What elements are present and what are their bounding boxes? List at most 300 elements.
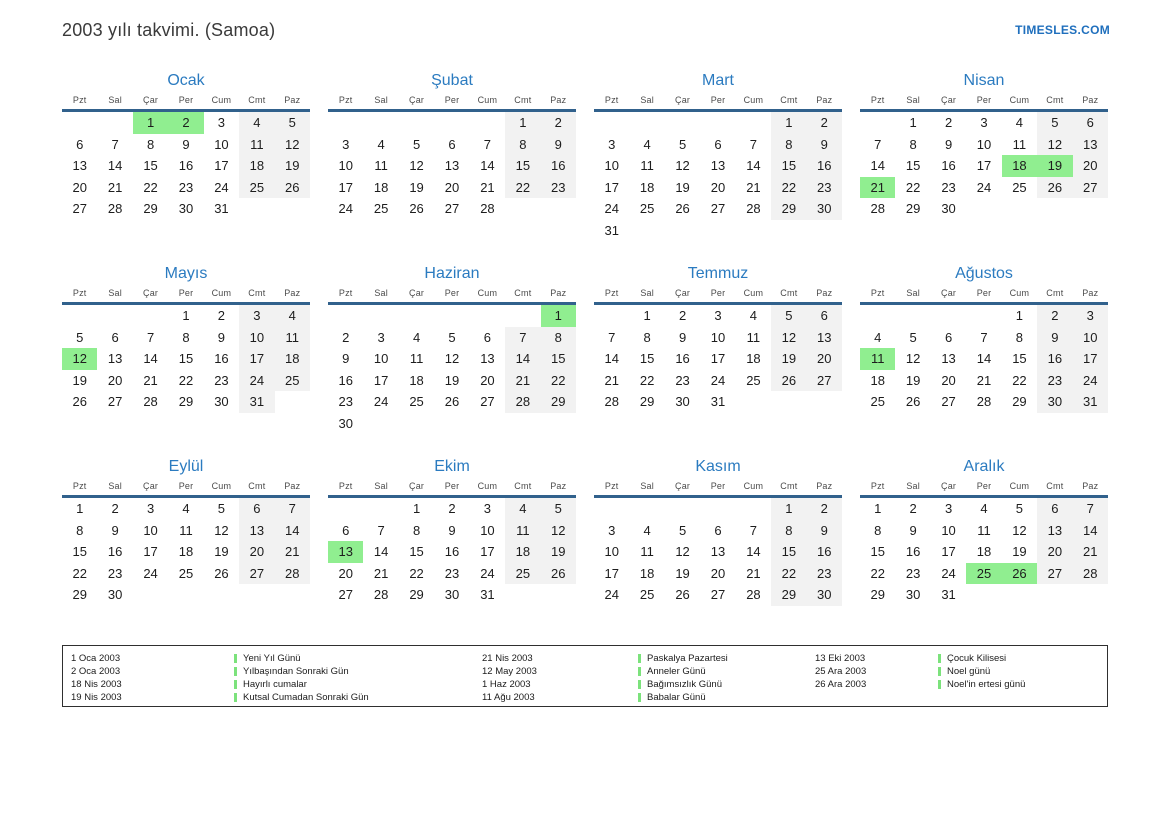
month-block-12 [860,457,1108,629]
day-cell: 19 [444,372,460,388]
day-cell: 30 [444,587,460,602]
day-cell-empty [62,305,97,327]
day-cell: 12 [541,520,576,542]
weekday-header: Çar [409,95,425,105]
day-cell: 4 [377,136,385,152]
day-cell: 1 [909,115,917,130]
day-cell: 20 [710,179,726,195]
weekday-header: Pzt [338,95,353,105]
legend-entry [234,652,482,665]
day-cell: 3 [944,501,953,516]
day-cell-empty [736,498,771,520]
weekday-header: Cum [211,288,232,298]
day-cell: 28 [143,394,158,409]
day-cell: 9 [541,134,576,156]
weekday-header: Paz [284,481,301,491]
day-cell: 12 [675,544,690,559]
legend-date: 26 Ara 2003 [815,679,867,690]
day-cell: 26 [905,394,921,409]
day-cell: 24 [604,201,619,216]
weekday-header: Cum [211,481,232,491]
weekday-header: Çar [409,481,425,491]
month-title: Ocak [167,72,205,89]
day-cell: 11 [640,158,654,173]
day-cell: 19 [214,544,229,559]
month-block-7 [594,264,842,436]
legend-label: Noel'in ertesi günü [947,679,1026,690]
weekday-header: Paz [550,95,567,105]
day-cell: 16 [214,351,229,366]
weekday-header-row [594,481,842,498]
day-cell-empty [1002,198,1037,220]
day-cell: 6 [807,305,842,327]
weekday-header: Per [178,95,194,105]
day-cell: 17 [941,544,956,559]
month-days [328,305,576,434]
day-cell: 28 [480,201,495,216]
weekday-header: Paz [1082,288,1099,298]
legend-entry [938,665,1107,678]
day-cell: 25 [639,587,655,602]
day-cell: 6 [483,329,492,345]
weekday-header-row [860,95,1108,112]
day-cell: 7 [980,329,988,345]
day-cell: 28 [1073,563,1108,585]
day-cell: 15 [505,155,540,177]
day-cell-empty [239,584,274,606]
day-cell-empty [363,305,398,327]
day-cell: 25 [639,201,655,216]
day-cell: 24 [239,370,274,392]
legend-label: Paskalya Pazartesi [647,653,728,664]
day-cell: 7 [275,498,310,520]
legend-date: 11 Ağu 2003 [482,692,535,703]
day-cell: 19 [541,541,576,563]
day-cell: 19 [675,179,690,195]
day-cell: 13 [72,158,87,173]
weekday-header: Cmt [514,481,532,491]
weekday-header: Sal [640,288,654,298]
day-cell: 15 [143,158,158,173]
holiday-marker-icon [638,680,641,689]
legend-entry [938,652,1107,665]
day-cell: 14 [143,351,158,366]
day-cell: 6 [111,329,119,345]
day-cell: 9 [807,134,842,156]
day-cell: 18 [178,544,194,559]
day-cell: 16 [807,541,842,563]
day-cell-empty [168,584,203,606]
weekday-header-row [62,288,310,305]
day-cell: 26 [72,394,87,409]
day-cell: 26 [275,177,310,199]
day-cell: 18 [275,348,310,370]
month-title: Kasım [695,458,741,475]
weekday-header: Pzt [338,288,353,298]
day-cell-empty [594,112,629,134]
day-cell: 2 [909,501,917,516]
day-cell: 22 [143,179,158,195]
weekday-header: Çar [675,481,691,491]
day-cell: 10 [373,351,389,366]
day-cell: 14 [1073,520,1108,542]
day-cell: 4 [275,305,310,327]
day-cell: 11 [977,522,991,538]
day-cell: 19 [409,179,424,195]
month-block-11 [594,457,842,629]
day-cell-empty [275,198,310,220]
month-days [328,112,576,220]
day-cell: 14 [746,158,761,173]
day-cell: 2 [168,112,203,134]
legend-date: 2 Oca 2003 [71,666,121,677]
day-cell: 17 [239,348,274,370]
day-cell: 4 [643,522,651,538]
weekday-header: Pzt [604,288,619,298]
weekday-header: Cum [743,481,764,491]
weekday-header: Pzt [604,95,619,105]
brand-link[interactable]: TIMESLES.COM [1015,23,1110,37]
day-cell: 27 [710,201,726,216]
legend-entry [234,678,482,691]
day-cell: 25 [275,370,310,392]
day-cell: 21 [107,179,123,195]
legend-date-column [815,652,938,691]
holiday-marker-icon [234,680,237,689]
day-cell: 19 [905,372,921,388]
day-cell: 26 [214,565,229,581]
day-cell: 5 [1015,501,1024,516]
day-cell: 5 [217,501,226,516]
day-cell-empty [1073,198,1108,220]
day-cell: 17 [480,544,495,559]
day-cell: 8 [771,134,806,156]
day-cell: 2 [807,498,842,520]
day-cell: 6 [714,136,722,152]
day-cell: 16 [905,544,921,559]
day-cell: 1 [874,501,882,516]
day-cell: 29 [178,394,194,409]
day-cell: 21 [604,372,619,388]
day-cell: 17 [1073,348,1108,370]
weekday-header: Pzt [604,481,619,491]
day-cell-empty [736,391,771,413]
day-cell: 18 [1002,155,1037,177]
day-cell-empty [665,498,700,520]
day-cell: 3 [608,136,616,152]
legend-label-column [638,652,815,704]
weekday-header: Cmt [514,95,532,105]
weekday-header: Per [976,481,992,491]
day-cell: 10 [941,522,956,538]
day-cell: 22 [870,565,885,581]
weekday-header: Cmt [1046,95,1064,105]
day-cell: 1 [771,498,806,520]
weekday-header: Cum [477,288,498,298]
day-cell: 8 [412,522,421,538]
holiday-marker-icon [638,654,641,663]
day-cell: 24 [976,179,992,195]
weekday-header: Cum [1009,481,1030,491]
day-cell: 19 [275,155,310,177]
day-cell: 7 [749,136,758,152]
day-cell: 22 [541,370,576,392]
day-cell: 16 [941,158,956,173]
holiday-marker-icon [234,693,237,702]
day-cell: 27 [941,394,956,409]
day-cell: 15 [541,348,576,370]
day-cell-empty [665,220,700,242]
day-cell-empty [275,391,310,413]
day-cell: 4 [239,112,274,134]
legend-date: 1 Oca 2003 [71,653,121,664]
day-cell: 11 [239,134,274,156]
day-cell: 16 [1037,348,1072,370]
day-cell: 23 [905,565,921,581]
day-cell: 14 [505,348,540,370]
day-cell: 24 [710,372,726,388]
day-cell-empty [860,112,895,134]
month-block-1 [62,71,310,243]
day-cell: 28 [505,391,540,413]
day-cell: 15 [409,544,424,559]
day-cell: 31 [710,394,726,409]
day-cell: 17 [338,179,353,195]
day-cell-empty [470,305,505,327]
day-cell: 15 [771,541,806,563]
day-cell: 24 [941,565,956,581]
weekday-header: Sal [108,481,122,491]
day-cell: 2 [807,112,842,134]
weekday-header: Per [178,288,194,298]
month-days [860,112,1108,220]
day-cell: 7 [749,522,758,538]
day-cell: 11 [275,327,310,349]
day-cell: 31 [214,201,229,216]
day-cell: 4 [412,329,421,345]
day-cell: 25 [870,394,885,409]
legend-label: Yılbaşından Sonraki Gün [243,666,349,677]
weekday-header: Pzt [338,481,353,491]
day-cell: 20 [941,372,956,388]
day-cell: 8 [1015,329,1024,345]
day-cell: 16 [675,351,690,366]
day-cell: 20 [107,372,123,388]
day-cell: 2 [1037,305,1072,327]
day-cell: 7 [608,329,616,345]
month-title: Ekim [434,458,470,475]
month-block-3 [594,71,842,243]
month-title: Mayıs [164,265,208,282]
day-cell: 5 [448,329,456,345]
day-cell: 26 [675,587,690,602]
holiday-marker-icon [638,667,641,676]
weekday-header: Cmt [248,481,266,491]
month-block-5 [62,264,310,436]
day-cell: 22 [505,177,540,199]
day-cell-empty [97,112,132,134]
day-cell-empty [328,498,363,520]
day-cell: 21 [480,179,495,195]
day-cell: 27 [107,394,123,409]
legend-date-column [482,652,638,704]
month-block-6 [328,264,576,436]
day-cell-empty [1073,584,1108,606]
weekday-header: Paz [284,95,301,105]
legend-label: Babalar Günü [647,692,706,703]
day-cell: 26 [771,370,806,392]
day-cell: 1 [643,308,651,323]
day-cell: 20 [338,565,353,581]
day-cell: 15 [1012,351,1027,366]
day-cell: 11 [374,158,388,173]
day-cell: 25 [1012,179,1027,195]
day-cell: 4 [874,329,882,345]
day-cell: 1 [1015,308,1024,323]
day-cell: 20 [239,541,274,563]
day-cell: 14 [604,351,619,366]
weekday-header-row [860,288,1108,305]
weekday-header: Sal [374,288,388,298]
day-cell: 7 [505,327,540,349]
day-cell: 17 [604,179,619,195]
day-cell: 12 [675,158,690,173]
day-cell: 5 [1037,112,1072,134]
legend-entry [234,691,482,704]
day-cell: 12 [1012,522,1027,538]
day-cell: 27 [710,587,726,602]
day-cell: 17 [143,544,158,559]
day-cell: 30 [338,415,353,431]
day-cell: 25 [373,201,389,216]
day-cell: 15 [639,351,655,366]
day-cell: 10 [604,544,619,559]
day-cell: 1 [541,305,576,327]
day-cell-empty [700,498,735,520]
weekday-header: Cum [477,95,498,105]
legend-label: Kutsal Cumadan Sonraki Gün [243,692,369,703]
day-cell-empty [594,305,629,327]
weekday-header: Cmt [514,288,532,298]
day-cell: 13 [1073,134,1108,156]
day-cell: 17 [976,158,992,173]
day-cell-empty [434,413,469,435]
day-cell: 7 [377,522,385,538]
holiday-marker-icon [938,667,941,676]
day-cell-empty [363,498,398,520]
day-cell: 14 [275,520,310,542]
day-cell: 12 [214,522,229,538]
day-cell: 13 [444,158,460,173]
day-cell: 24 [480,565,495,581]
day-cell: 22 [1012,372,1027,388]
day-cell: 4 [980,501,988,516]
weekday-header: Çar [143,95,159,105]
day-cell: 28 [746,201,761,216]
day-cell: 13 [941,351,956,366]
day-cell: 30 [214,394,229,409]
day-cell: 9 [909,522,917,538]
day-cell-empty [629,498,664,520]
day-cell: 9 [342,351,350,366]
day-cell: 1 [771,112,806,134]
day-cell: 24 [604,587,619,602]
weekday-header-row [594,288,842,305]
day-cell: 13 [1037,520,1072,542]
day-cell: 3 [377,329,385,345]
day-cell: 22 [72,565,87,581]
legend-entry [638,665,815,678]
day-cell-empty [133,305,168,327]
day-cell-empty [966,198,1001,220]
day-cell: 22 [905,179,921,195]
day-cell-empty [470,413,505,435]
day-cell-empty [239,198,274,220]
day-cell: 31 [1073,391,1108,413]
day-cell: 31 [480,587,495,602]
weekday-header: Çar [941,95,957,105]
day-cell: 29 [1012,394,1027,409]
weekday-header: Paz [1082,481,1099,491]
month-title: Aralık [963,458,1005,475]
day-cell: 26 [444,394,460,409]
day-cell: 21 [746,565,761,581]
day-cell: 22 [409,565,424,581]
day-cell-empty [275,584,310,606]
day-cell: 4 [749,308,758,323]
day-cell-empty [204,584,239,606]
weekday-header: Cmt [780,288,798,298]
day-cell: 19 [771,348,806,370]
day-cell: 6 [239,498,274,520]
weekday-header: Cum [743,288,764,298]
day-cell: 13 [807,327,842,349]
day-cell: 25 [966,563,1001,585]
day-cell: 2 [111,501,119,516]
weekday-header-row [860,481,1108,498]
day-cell-empty [505,413,540,435]
weekday-header: Paz [284,288,301,298]
day-cell: 9 [1037,327,1072,349]
weekday-header: Per [710,481,726,491]
day-cell: 12 [444,351,460,366]
day-cell: 7 [111,136,119,152]
weekday-header: Sal [906,95,920,105]
weekday-header: Cmt [1046,481,1064,491]
legend-label: Anneler Günü [647,666,706,677]
month-title: Nisan [963,72,1005,89]
day-cell: 29 [409,587,424,602]
page-title: 2003 yılı takvimi. (Samoa) [62,20,276,40]
day-cell: 27 [338,587,353,602]
legend-label: Yeni Yıl Günü [243,653,301,664]
day-cell: 21 [143,372,158,388]
weekday-header: Pzt [870,95,885,105]
day-cell-empty [470,112,505,134]
day-cell: 26 [1002,563,1037,585]
day-cell: 14 [480,158,495,173]
day-cell: 16 [178,158,194,173]
weekday-header: Paz [816,95,833,105]
month-block-9 [62,457,310,629]
weekday-header: Per [710,288,726,298]
weekday-header: Sal [374,481,388,491]
weekday-header: Paz [816,481,833,491]
weekday-header: Per [444,95,460,105]
day-cell: 31 [604,222,619,238]
day-cell: 7 [874,136,882,152]
day-cell: 15 [905,158,921,173]
